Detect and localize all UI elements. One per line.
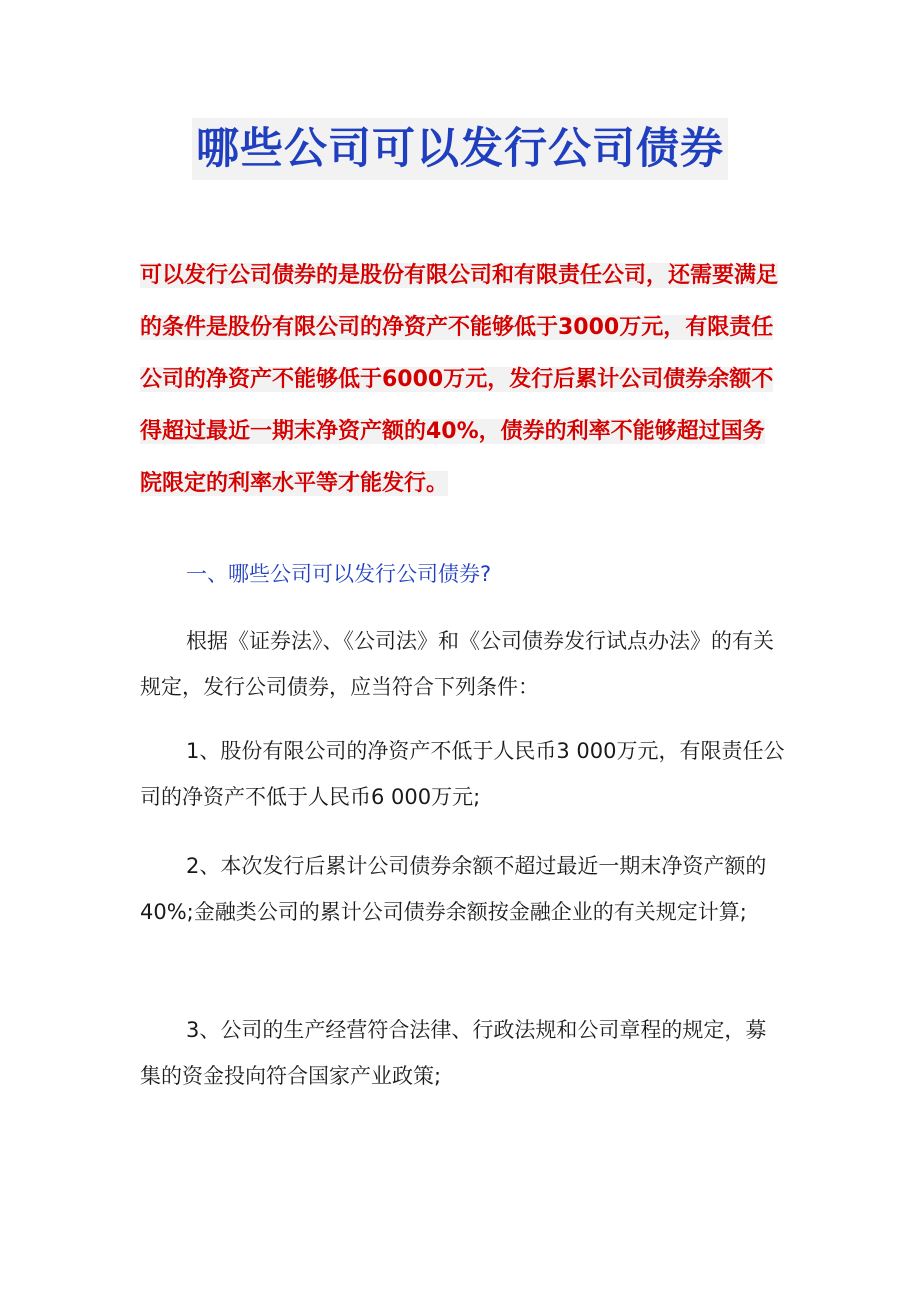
summary-text: 可以发行公司债券的是股份有限公司和有限责任公司，还需要满足的条件是股份有限公司的净资产不能够低于3000万元，有限责任公司的净资产不能够低于6000万元，发行后累计公司债券余额不得超过最近一期末净资产额的40%，债券的利率不能够超过国务院限定的利率水平等才能发行。 bbox=[140, 263, 779, 496]
body-paragraph-condition-1: 1、股份有限公司的净资产不低于人民币3 000万元，有限责任公司的净资产不低于人民币6 000万元; bbox=[140, 739, 785, 809]
page-title: 哪些公司可以发行公司债券 bbox=[192, 118, 728, 180]
summary-paragraph bbox=[140, 250, 785, 510]
section-heading: 一、哪些公司可以发行公司债券? bbox=[186, 562, 492, 586]
body-paragraph-condition-2: 2、本次发行后累计公司债券余额不超过最近一期末净资产额的40%;金融类公司的累计公司债券余额按金融企业的有关规定计算; bbox=[140, 854, 767, 924]
body-paragraph-intro: 根据《证券法》、《公司法》和《公司债券发行试点办法》的有关规定，发行公司债券，应当符合下列条件： bbox=[140, 629, 774, 699]
body-paragraph-condition-3: 3、公司的生产经营符合法律、行政法规和公司章程的规定，募集的资金投向符合国家产业政策; bbox=[140, 1018, 767, 1088]
title-container bbox=[0, 118, 920, 180]
